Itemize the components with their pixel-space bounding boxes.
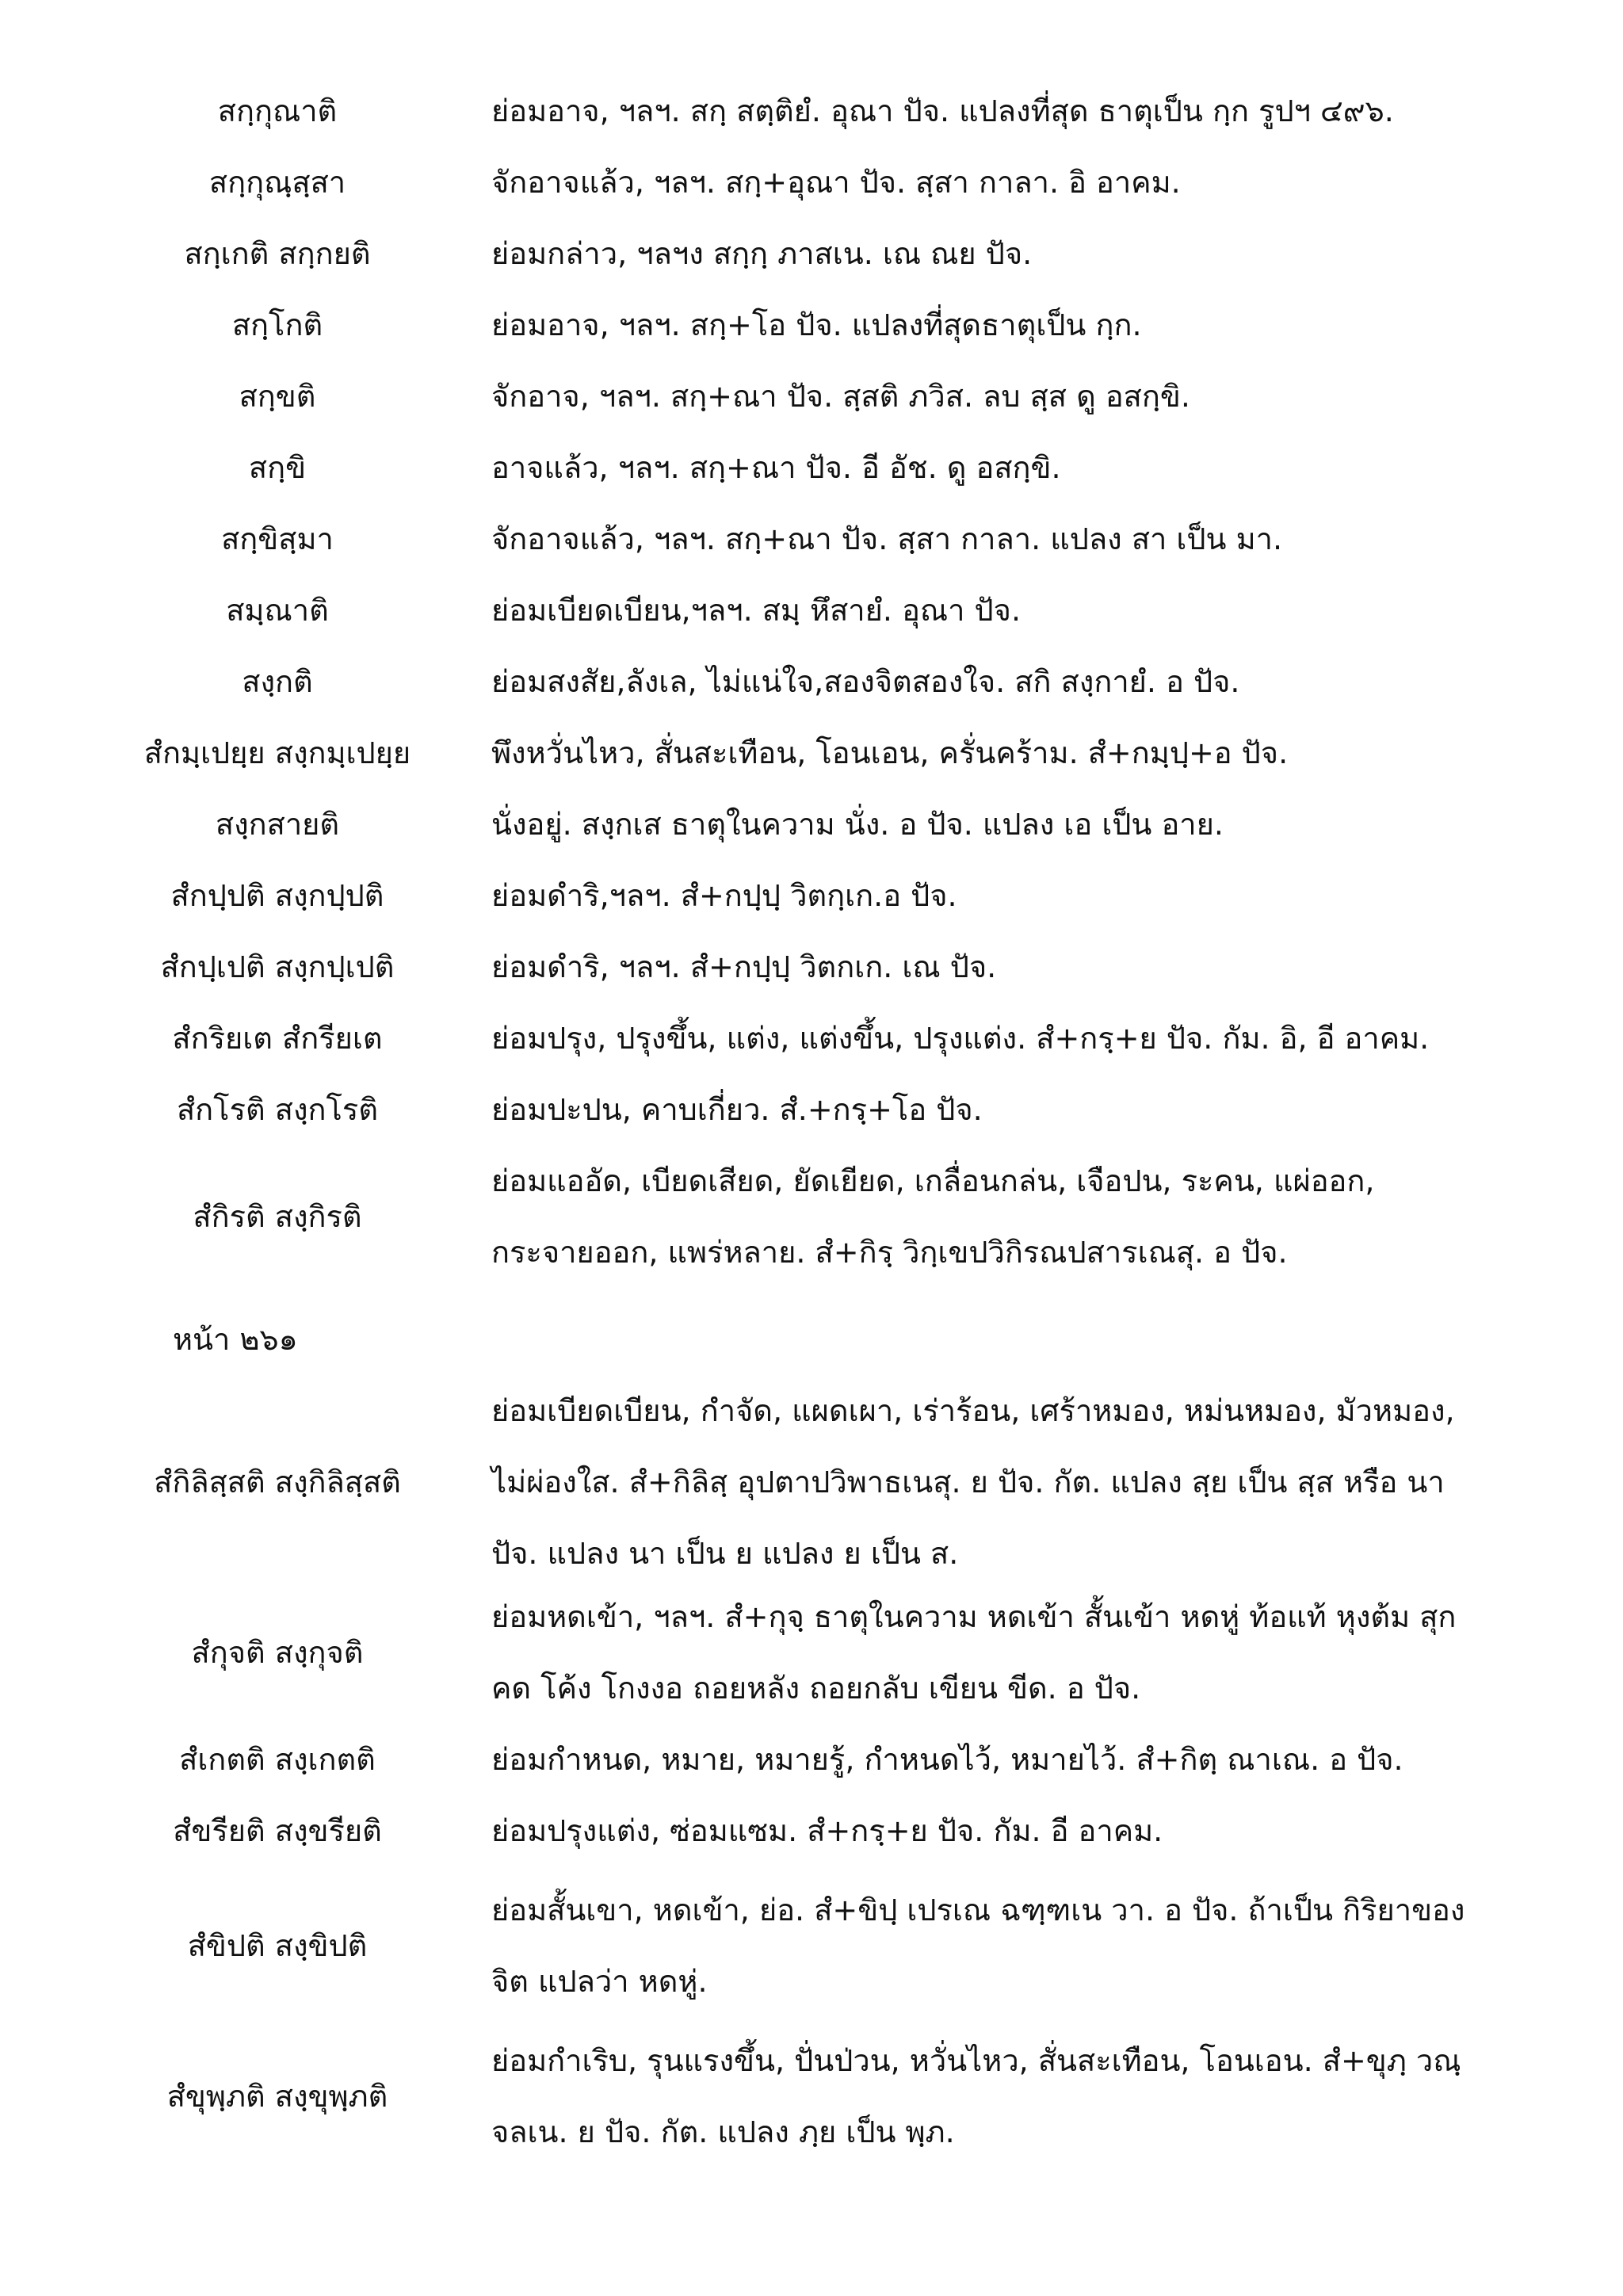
definition-line: ย่อมปะปน, คาบเกี่ยว. สํ.+กรฺ+โอ ปัจ. — [491, 1092, 983, 1127]
entry-definition — [491, 1807, 1585, 1855]
definition-line: ย่อมสงสัย,ลังเล, ไม่แน่ใจ,สองจิตสองใจ. สกิ สงฺกายํ. อ ปัจ. — [491, 664, 1240, 699]
entry-definition — [491, 943, 1585, 991]
definition-line: จักอาจแล้ว, ฯลฯ. สกฺ+ณา ปัจ. สฺสา กาลา. แปลง สา เป็น มา. — [491, 521, 1283, 556]
entry-definition — [491, 159, 1585, 206]
entry-definition — [491, 1086, 1585, 1133]
definition-line: ย่อมเบียดเบียน, กำจัด, แผดเผา, เร่าร้อน, เศร้าหมอง, หม่นหมอง, มัวหมอง, — [491, 1393, 1455, 1428]
entry-term: สกฺเกติ สกฺกยติ — [184, 236, 371, 271]
entry-term: สกฺขติ — [239, 379, 316, 414]
entry-definition — [491, 729, 1585, 777]
entry-definition — [491, 2037, 1585, 2156]
entry-term: สงฺกติ — [242, 664, 313, 699]
entry-term: สกฺขิ — [248, 450, 307, 485]
entry-definition — [491, 444, 1585, 491]
entry-term: สํเกตติ สงฺเกตติ — [179, 1742, 376, 1777]
definition-line: ย่อมกำหนด, หมาย, หมายรู้, กำหนดไว้, หมายไว้. สํ+กิตฺ ณาเณ. อ ปัจ. — [491, 1742, 1403, 1777]
entry-definition — [491, 586, 1585, 634]
entry-definition — [491, 1157, 1585, 1276]
entry-term: สํขุพฺภติ สงฺขุพฺภติ — [166, 2079, 388, 2114]
definition-line: ย่อมปรุงแต่ง, ซ่อมแซม. สํ+กรฺ+ย ปัจ. กัม. อี อาคม. — [491, 1813, 1163, 1848]
definition-line: ย่อมอาจ, ฯลฯ. สกฺ สตฺติยํ. อุณา ปัจ. แปลงที่สุด ธาตุเป็น กฺก รูปฯ ๔๙๖. — [491, 94, 1394, 128]
definition-line: ปัจ. แปลง นา เป็น ย แปลง ย เป็น ส. — [491, 1536, 959, 1571]
entry-term: สกฺโกติ — [231, 308, 323, 342]
definition-line: พึงหวั่นไหว, สั่นสะเทือน, โอนเอน, ครั่นคร้าม. สํ+กมฺปฺ+อ ปัจ. — [491, 735, 1289, 770]
entry-term: สํกปฺเปติ สงฺกปฺเปติ — [160, 949, 395, 984]
entry-term: สกฺขิสฺมา — [221, 521, 334, 556]
entry-definition — [491, 800, 1585, 848]
entry-term: สํกโรติ สงฺกโรติ — [176, 1092, 379, 1127]
entry-definition — [491, 230, 1585, 277]
definition-line: ย่อมอาจ, ฯลฯ. สกฺ+โอ ปัจ. แปลงที่สุดธาตุเป็น กฺก. — [491, 308, 1142, 342]
entry-definition — [491, 1387, 1585, 1577]
entry-term: สกฺกุณฺสฺสา — [208, 165, 346, 200]
entry-term: สํกิรติ สงฺกิรติ — [193, 1199, 362, 1234]
definition-line: จักอาจ, ฯลฯ. สกฺ+ณา ปัจ. สฺสติ ภวิส. ลบ สฺส ดู อสกฺขิ. — [491, 379, 1190, 414]
entry-term: สํกมฺเปยฺย สงฺกมฺเปยฺย — [143, 735, 411, 770]
definition-line: ย่อมเบียดเบียน,ฯลฯ. สมฺ หึสายํ. อุณา ปัจ. — [491, 593, 1022, 628]
entry-term: สํกปฺปติ สงฺกปฺปติ — [170, 878, 384, 913]
definition-line: ย่อมหดเข้า, ฯลฯ. สํ+กุจฺ ธาตุในความ หดเข้า สั้นเข้า หดหู่ ท้อแท้ หุงต้ม สุก — [491, 1599, 1457, 1634]
entry-term: สํกุจติ สงฺกุจติ — [191, 1635, 364, 1670]
definition-line: ไม่ผ่องใส. สํ+กิลิสฺ อุปตาปวิพาธเนสุ. ย ปัจ. กัต. แปลง สฺย เป็น สฺส หรือ นา — [491, 1465, 1445, 1499]
definition-line: ย่อมแออัด, เบียดเสียด, ยัดเยียด, เกลื่อนกล่น, เจือปน, ระคน, แผ่ออก, — [491, 1163, 1375, 1198]
definition-line: กระจายออก, แพร่หลาย. สํ+กิรฺ วิกฺเขปวิกิรณปสารเณสุ. อ ปัจ. — [491, 1235, 1288, 1270]
entry-definition — [491, 658, 1585, 705]
entry-definition — [491, 87, 1585, 135]
entry-definition — [491, 872, 1585, 919]
entry-definition — [491, 1014, 1585, 1062]
definition-line: จักอาจแล้ว, ฯลฯ. สกฺ+อุณา ปัจ. สฺสา กาลา. อิ อาคม. — [491, 165, 1181, 200]
definition-line: คด โค้ง โกงงอ ถอยหลัง ถอยกลับ เขียน ขีด. อ ปัจ. — [491, 1671, 1141, 1706]
entry-term: สํขิปติ สงฺขิปติ — [187, 1928, 368, 1963]
entry-definition — [491, 301, 1585, 349]
definition-line: ย่อมสั้นเขา, หดเข้า, ย่อ. สํ+ขิปฺ เปรเณ ฉฑฺฑเน วา. อ ปัจ. ถ้าเป็น กิริยาของ — [491, 1893, 1465, 1927]
definition-line: ย่อมกำเริบ, รุนแรงขึ้น, ปั่นป่วน, หวั่นไหว, สั่นสะเทือน, โอนเอน. สํ+ขุภฺ วณฺ — [491, 2043, 1461, 2078]
entry-term: สมฺณาติ — [226, 593, 329, 628]
definition-line: ย่อมปรุง, ปรุงขึ้น, แต่ง, แต่งขึ้น, ปรุงแต่ง. สํ+กรฺ+ย ปัจ. กัม. อิ, อี อาคม. — [491, 1021, 1430, 1056]
entry-definition — [491, 372, 1585, 420]
definition-line: ย่อมดำริ,ฯลฯ. สํ+กปฺปฺ วิตกฺเก.อ ปัจ. — [491, 878, 957, 913]
definition-line: จลเน. ย ปัจ. กัต. แปลง ภฺย เป็น พฺภ. — [491, 2115, 955, 2149]
definition-line: ย่อมดำริ, ฯลฯ. สํ+กปฺปฺ วิตกเก. เณ ปัจ. — [491, 949, 997, 984]
definition-line: นั่งอยู่. สงฺกเส ธาตุในความ นั่ง. อ ปัจ. แปลง เอ เป็น อาย. — [491, 807, 1224, 842]
definition-line: จิต แปลว่า หดหู่. — [491, 1964, 708, 1999]
entry-definition — [491, 515, 1585, 563]
entry-definition — [491, 1736, 1585, 1783]
entry-term: สงฺกสายติ — [215, 807, 340, 842]
entry-term: สํกิลิสฺสติ สงฺกิลิสฺสติ — [154, 1465, 401, 1499]
definition-line: อาจแล้ว, ฯลฯ. สกฺ+ณา ปัจ. อี อัช. ดู อสกฺขิ. — [491, 450, 1061, 485]
definition-line: ย่อมกล่าว, ฯลฯง สกฺกฺ ภาสเน. เณ ณย ปัจ. — [491, 236, 1033, 271]
entry-definition — [491, 1593, 1585, 1712]
entry-term: สํขรียติ สงฺขรียติ — [173, 1813, 382, 1848]
page-number-marker: หน้า ๒๖๑ — [173, 1322, 298, 1357]
entry-term: สํกริยเต สํกรียเต — [172, 1021, 383, 1056]
entry-definition — [491, 1886, 1585, 2005]
entry-term: สกฺกุณาติ — [217, 94, 338, 128]
